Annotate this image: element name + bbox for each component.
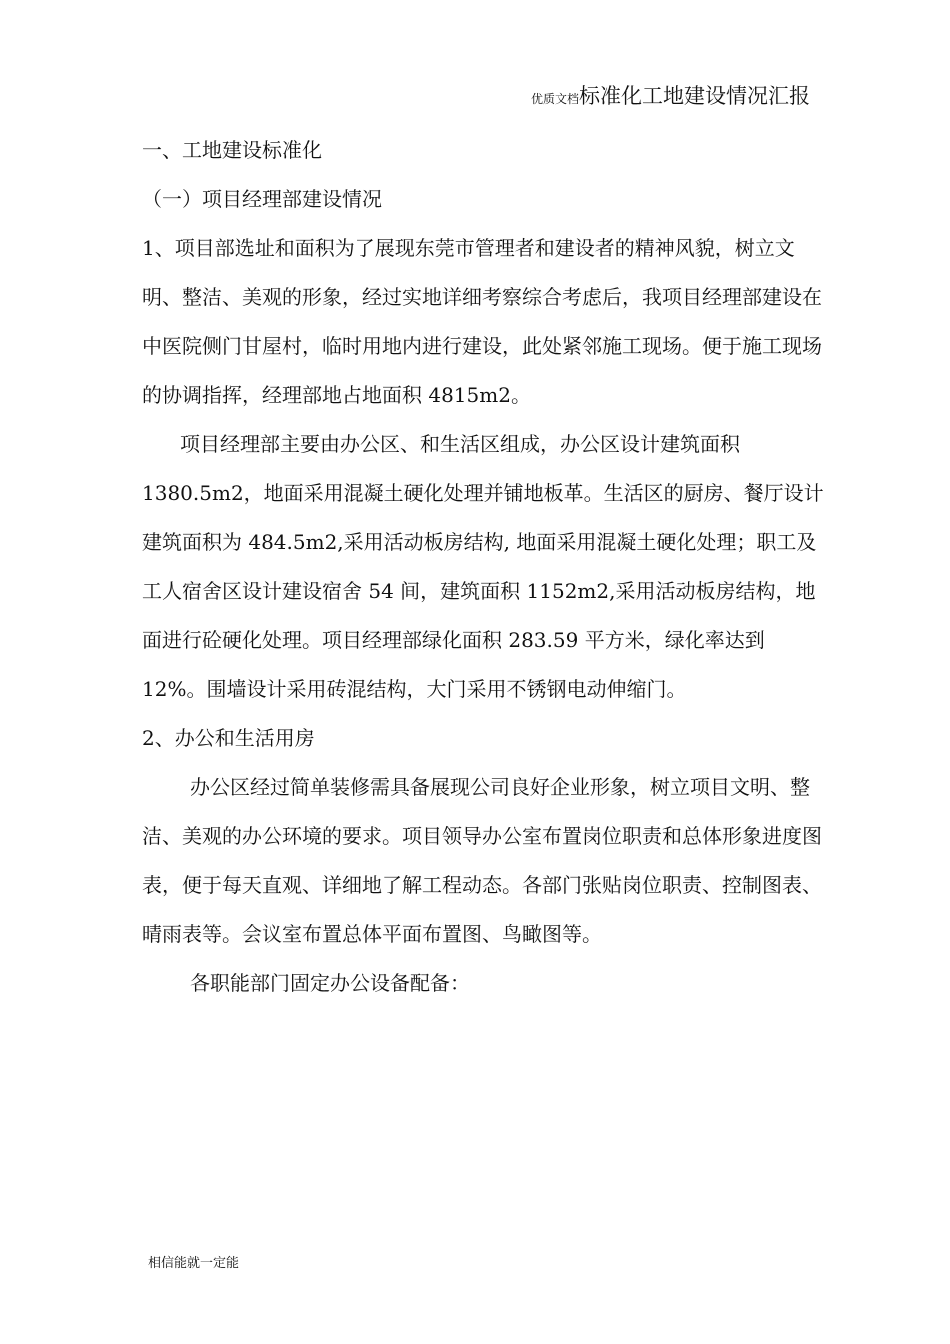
- section-heading-1: 一、工地建设标准化: [142, 138, 322, 162]
- page-footer: 相信能就一定能: [148, 1256, 240, 1271]
- paragraph-equipment: 各职能部门固定办公设备配备：: [190, 971, 470, 995]
- header-title: 标准化工地建设情况汇报: [579, 84, 810, 108]
- paragraph-composition: 项目经理部主要由办公区、和生活区组成，办公区设计建筑面积 1380.5m2，地面采用混凝土硬化处理并铺地板革。生活区的厨房、餐厅设计建筑面积为 484.5m2,采用活动板房结构, 地面采用混凝土硬化处理；职工及工人宿舍区设计建设宿舍 54 间，建筑面积 1152m2,采用活动板房结构，地面进行砼硬化处理。项目经理部绿化面积 283.59 平方米，绿化率达到 12%。围墙设计采用砖混结构，大门采用不锈钢电动伸缩门。: [142, 432, 824, 701]
- paragraph-site-selection: 1、项目部选址和面积为了展现东莞市管理者和建设者的精神风貌，树立文明、整洁、美观的形象，经过实地详细考察综合考虑后，我项目经理部建设在中医院侧门甘屋村，临时用地内进行建设，此处紧邻施工现场。便于施工现场的协调指挥，经理部地占地面积 4815m2。: [142, 236, 822, 407]
- paragraph-office: 办公区经过简单装修需具备展现公司良好企业形象，树立项目文明、整洁、美观的办公环境的要求。项目领导办公室布置岗位职责和总体形象进度图表，便于每天直观、详细地了解工程动态。各部门张贴岗位职责、控制图表、晴雨表等。会议室布置总体平面布置图、鸟瞰图等。: [142, 775, 822, 946]
- document-body: [142, 126, 832, 1008]
- section-heading-2: （一）项目经理部建设情况: [142, 187, 382, 211]
- section-heading-3: 2、办公和生活用房: [142, 726, 315, 750]
- header-prefix: 优质文档: [530, 92, 579, 106]
- page-header: [531, 80, 810, 110]
